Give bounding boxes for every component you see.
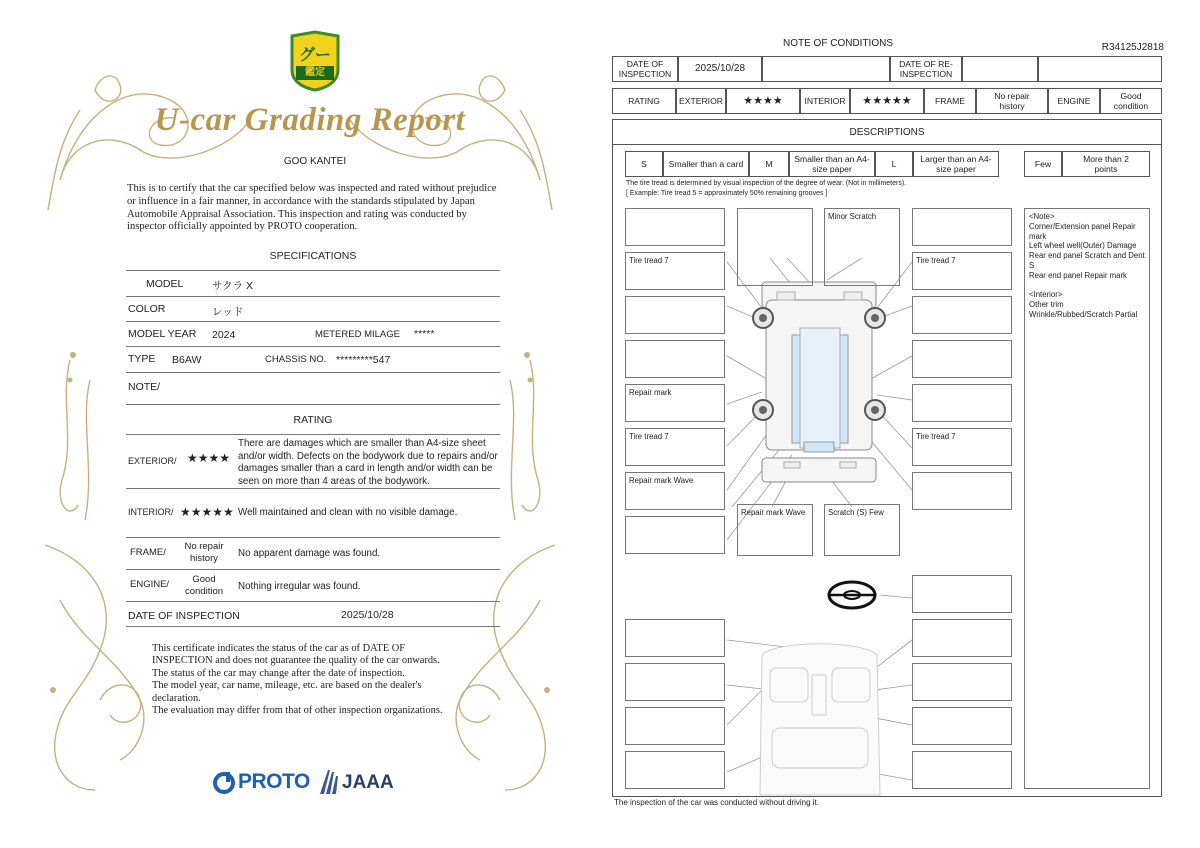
damage-box	[912, 384, 1012, 422]
legend-l-text: Larger than an A4-size paper	[913, 151, 999, 177]
interior-stars: ★★★★★	[180, 505, 234, 519]
note-line: Wrinkle/Rubbed/Scratch Partial	[1029, 309, 1138, 319]
interior-box	[912, 751, 1012, 789]
legend-m-text: Smaller than an A4-size paper	[789, 151, 875, 177]
type-value: B6AW	[172, 354, 202, 366]
color-label: COLOR	[128, 303, 166, 315]
damage-box	[625, 340, 725, 378]
damage-box-repair-wave: Repair mark Wave	[625, 472, 725, 510]
note-label: NOTE/	[128, 381, 161, 393]
frame-description: No apparent damage was found.	[238, 548, 381, 559]
damage-box	[912, 472, 1012, 510]
damage-box	[912, 208, 1012, 246]
color-value: レッド	[212, 306, 244, 318]
note-line: <Note>	[1029, 212, 1055, 221]
sheet-title: NOTE OF CONDITIONS	[783, 38, 893, 49]
reinspection-label: DATE OF RE-INSPECTION	[890, 56, 962, 82]
exterior-stars: ★★★★	[726, 88, 800, 114]
jaaa-logo: JAAA	[342, 772, 394, 793]
date-of-inspection-label: DATE OF INSPECTION	[612, 56, 678, 82]
footer-line: The status of the car may change after the date of inspection.	[152, 667, 405, 679]
damage-box	[625, 208, 725, 246]
frame-value: No repair history	[184, 541, 224, 564]
exterior-label: EXTERIOR	[676, 88, 726, 114]
proto-logo-icon	[212, 770, 238, 796]
tire-box-rear-left: Tire tread 7	[625, 428, 725, 466]
interior-box	[625, 707, 725, 745]
damage-box	[912, 340, 1012, 378]
damage-box-repair-mark: Repair mark	[625, 384, 725, 422]
metered-milage-label: METERED MILAGE	[315, 329, 400, 340]
footer-line: declaration.	[152, 692, 201, 704]
interior-label: INTERIOR	[800, 88, 850, 114]
chassis-value: *********547	[336, 354, 391, 366]
interior-box	[625, 663, 725, 701]
footer-line: This certificate indicates the status of the car as of DATE OF	[152, 643, 406, 654]
interior-label: INTERIOR/	[128, 507, 174, 517]
tire-box-front-left: Tire tread 7	[625, 252, 725, 290]
interior-box	[912, 663, 1012, 701]
model-value: サクラ X	[212, 280, 254, 292]
interior-box	[625, 619, 725, 657]
damage-box	[737, 208, 813, 286]
engine-label: ENGINE	[1048, 88, 1100, 114]
damage-box	[625, 296, 725, 334]
frame-label: FRAME	[924, 88, 976, 114]
legend-few: Few	[1024, 151, 1062, 177]
interior-box	[912, 575, 1012, 613]
proto-logo: PROTO	[238, 770, 310, 793]
date-of-inspection-label: DATE OF INSPECTION	[128, 610, 240, 622]
notes-panel	[1024, 208, 1150, 789]
certificate-footer	[152, 643, 492, 717]
note-line: Rear end panel Scratch and Dent S	[1029, 251, 1145, 270]
engine-description: Nothing irregular was found.	[238, 581, 361, 592]
svg-text:グー: グー	[298, 45, 332, 64]
legend-few-text: More than 2 points	[1062, 151, 1150, 177]
interior-description: Well maintained and clean with no visible damage.	[238, 507, 458, 518]
chassis-label: CHASSIS NO.	[265, 354, 327, 365]
damage-box	[912, 296, 1012, 334]
metered-milage-value: *****	[414, 328, 435, 340]
footer-line: The model year, car name, mileage, etc. are based on the dealer's	[152, 680, 422, 692]
tire-note-1: The tire tread is determined by visual inspection of the degree of wear. (Not in millimeters).	[626, 180, 907, 187]
certificate-title: U-car Grading Report	[154, 102, 466, 138]
legend-s: S	[625, 151, 663, 177]
certificate-intro: This is to certify that the car specified below was inspected and rated without prejudice or influence in a fair manner, in accordance with the standards stipulated by Japan Automobile Appraisal Association. This inspection and rating was conducted by inspector officially appointed by PROTO cooperation.	[127, 183, 497, 233]
certificate-subtitle: GOO KANTEI	[283, 156, 347, 167]
goo-kantei-badge-icon	[286, 30, 344, 92]
tire-box-rear-right: Tire tread 7	[912, 428, 1012, 466]
note-line: Left wheel well(Outer) Damage	[1029, 241, 1137, 251]
rating-label: RATING	[612, 88, 676, 114]
note-line: Rear end panel Repair mark	[1029, 270, 1127, 280]
exterior-stars: ★★★★	[187, 451, 231, 465]
date-of-inspection-value: 2025/10/28	[341, 609, 394, 621]
note-line: Other trim	[1029, 300, 1064, 310]
model-year-value: 2024	[212, 329, 236, 341]
frame-value: No repair history	[976, 88, 1048, 114]
footer-line: INSPECTION and does not guarantee the quality of the car onwards.	[152, 655, 440, 667]
descriptions-heading: DESCRIPTIONS	[612, 119, 1162, 145]
damage-box-minor-scratch: Minor Scratch	[824, 208, 900, 286]
note-line: Corner/Extension panel Repair mark	[1029, 221, 1136, 241]
interior-box	[625, 751, 725, 789]
damage-box-repair-wave-rear: Repair mark Wave	[737, 504, 813, 556]
engine-value: Good condition	[1100, 88, 1162, 114]
frame-label: FRAME/	[130, 547, 166, 558]
rating-heading: RATING	[293, 414, 333, 426]
interior-box	[912, 619, 1012, 657]
interior-stars: ★★★★★	[850, 88, 924, 114]
engine-label: ENGINE/	[130, 579, 170, 590]
interior-box	[912, 707, 1012, 745]
report-id: R34125J2818	[1101, 42, 1164, 53]
legend-m: M	[749, 151, 789, 177]
jaaa-logo-icon	[318, 768, 340, 796]
sheet-footer: The inspection of the car was conducted without driving it.	[614, 798, 819, 807]
damage-box	[625, 516, 725, 554]
note-line: <Interior>	[1029, 290, 1063, 300]
model-label: MODEL	[146, 278, 184, 290]
tire-box-front-right: Tire tread 7	[912, 252, 1012, 290]
footer-line: The evaluation may differ from that of other inspection organizations.	[152, 705, 443, 717]
engine-value: Good condition	[184, 574, 224, 597]
exterior-description: There are damages which are smaller than A4-size sheet and/or width. Defects on the bodywork due to repairs and/or damages smaller than a card in length and/or width can be seen on more than 4 areas of the bodywork.	[238, 438, 498, 487]
note-of-conditions-sheet	[612, 0, 1164, 848]
badge-label: 鑑定	[296, 66, 334, 80]
note-line	[1029, 281, 1145, 291]
type-label: TYPE	[128, 353, 156, 365]
exterior-label: EXTERIOR/	[128, 456, 177, 466]
damage-box-scratch-few: Scratch (S) Few	[824, 504, 900, 556]
date-of-inspection-value: 2025/10/28	[678, 56, 762, 82]
tire-note-2: [ Example: Tire tread 5 = approximately 50% remaining grooves ]	[626, 190, 828, 197]
legend-l: L	[875, 151, 913, 177]
model-year-label: MODEL YEAR	[128, 328, 197, 340]
specifications-heading: SPECIFICATIONS	[269, 250, 357, 262]
legend-s-text: Smaller than a card	[663, 151, 749, 177]
